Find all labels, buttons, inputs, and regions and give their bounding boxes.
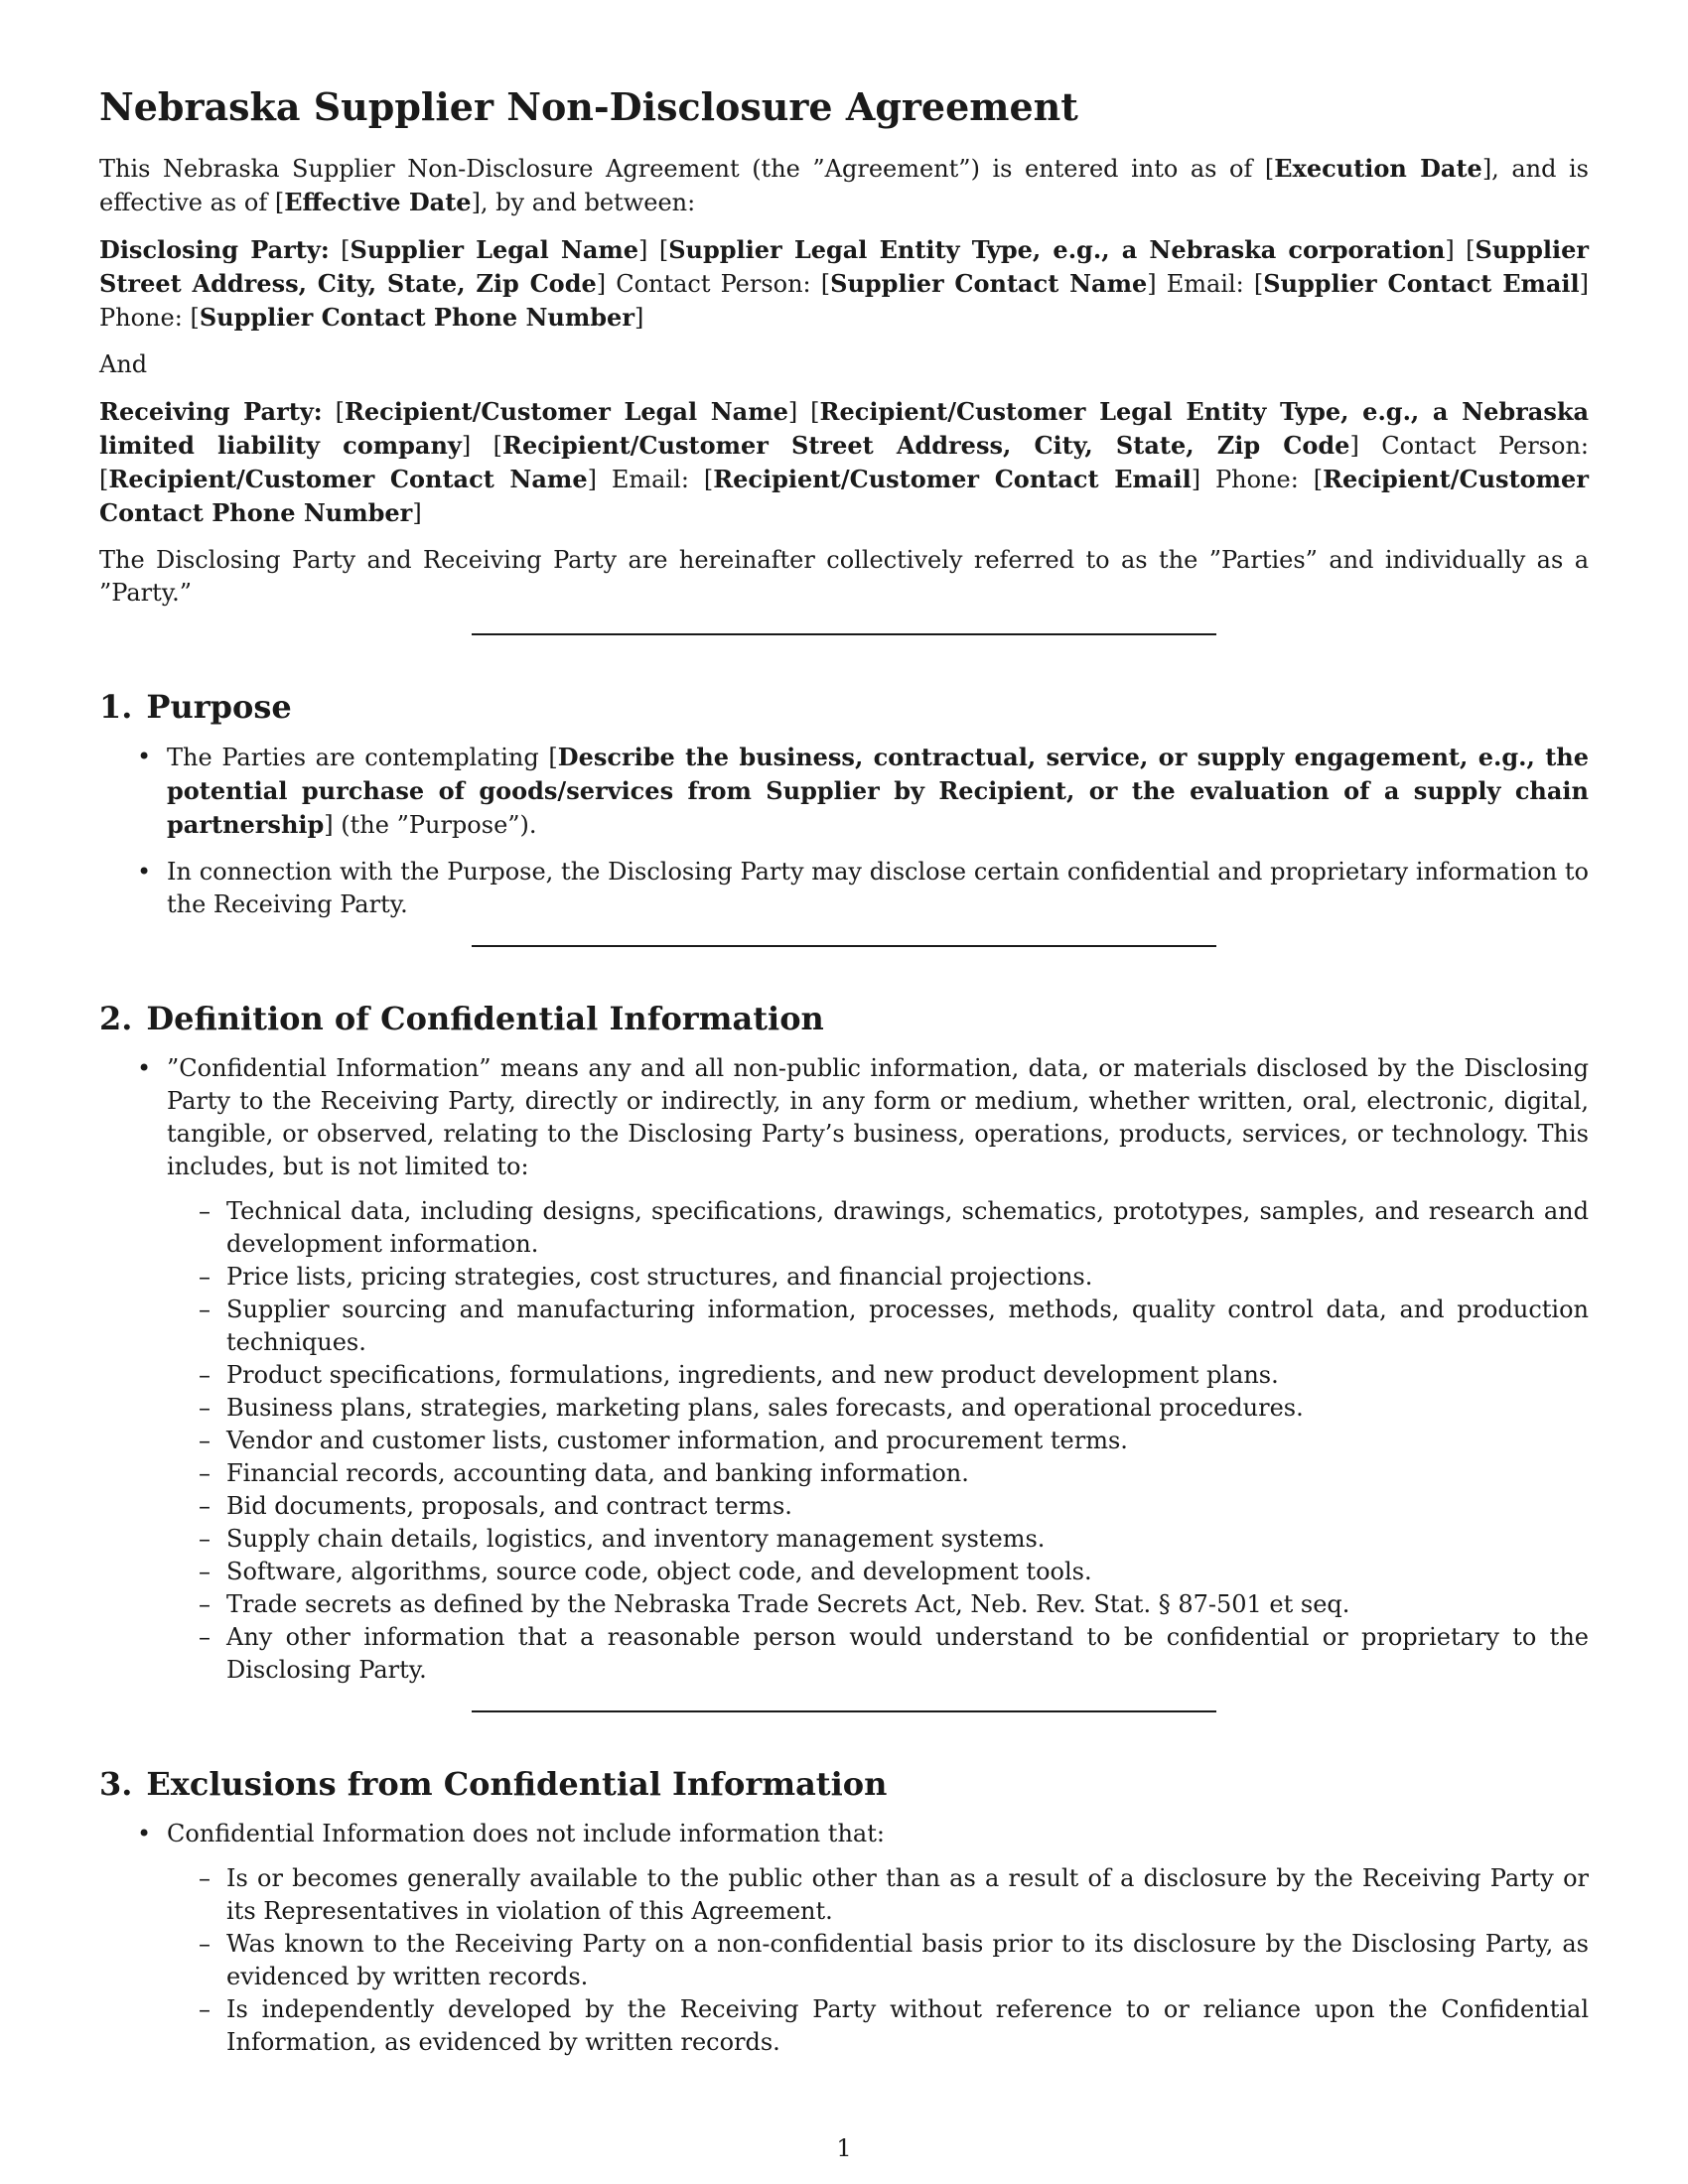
sub-list-item: – Any other information that a reasonable person would understand to be confidential or proprietary to the Disclosing Party. xyxy=(167,1621,1589,1687)
list-item: • The Parties are contemplating [Describe the business, contractual, service, or supply engagement, e.g., the potential purchase of goods/services from Supplier by Recipient, or the evaluation of a supply chain partnership] (the ”Purpose”). xyxy=(99,741,1589,842)
intro-paragraph: This Nebraska Supplier Non-Disclosure Agreement (the ”Agreement”) is entered into as of [Execution Date], and is effective as of [Effective Date], by and between: xyxy=(99,154,1589,216)
sub-list-item: – Product specifications, formulations, ingredients, and new product development plans. xyxy=(167,1359,1589,1392)
list-item: • ”Confidential Information” means any and all non-public information, data, or materials disclosed by the Disclosing Party to the Receiving Party, directly or indirectly, in any form or medium, whether written, oral, electronic, digital, tangible, or observed, relating to the Disclosing Party’s business, operations, products, services, or technology. This includes, but is not limited to: – Technical data, including designs, specifications, drawings, schematics, prototypes, samples, and research and development information. – Price lists, pricing strategies, cost structures, and financial projections. – Supplier sourcing and manufacturing information, processes, methods, quality control data, and production techniques. – Product specifications, formulations, ingredients, and new product development plans. – Business plans, strategies, marketing plans, sales forecasts, and operational procedures. – Vendor and customer lists, customer information, and procurement terms. – Financial records, accounting data, and banking information. – Bid documents, proposals, and contract terms. – Supply chain details, logistics, and inventory management systems. – Software, algorithms, source code, object code, and development tools. – Trade secrets as defined by the Nebraska Trade Secrets Act, Neb. Rev. Stat. § 87-501 et seq. – Any other information that a reasonable person would understand to be confidential or proprietary to the Disclosing Party. xyxy=(99,1052,1589,1687)
confidential-info-sublist xyxy=(167,1195,1589,1687)
sub-list-item: – Supplier sourcing and manufacturing information, processes, methods, quality control data, and production techniques. xyxy=(167,1294,1589,1359)
exclusions-sublist xyxy=(167,1862,1589,2059)
sub-list-item: – Trade secrets as defined by the Nebraska Trade Secrets Act, Neb. Rev. Stat. § 87-501 et seq. xyxy=(167,1588,1589,1621)
sub-list-item: – Financial records, accounting data, and banking information. xyxy=(167,1457,1589,1490)
document-title: Nebraska Supplier Non-Disclosure Agreement xyxy=(99,84,1078,129)
purpose-placeholder: Describe the business, contractual, service, or supply engagement, e.g., the potential purchase of goods/services from Supplier by Recipient, or the evaluation of a supply chain partnership xyxy=(167,743,1590,839)
sub-list-item: – Supply chain details, logistics, and inventory management systems. xyxy=(167,1523,1589,1556)
sub-list-item: – Was known to the Receiving Party on a non-confidential basis prior to its disclosure by the Disclosing Party, as evidenced by written records. xyxy=(167,1928,1589,1993)
section-divider xyxy=(472,633,1216,635)
section-divider xyxy=(472,1710,1216,1712)
sub-list-item: – Business plans, strategies, marketing plans, sales forecasts, and operational procedures. xyxy=(167,1392,1589,1425)
section-2-heading: 2. Definition of Confidential Information xyxy=(99,1000,824,1037)
page-number: 1 xyxy=(836,2134,852,2162)
list-item: • In connection with the Purpose, the Disclosing Party may disclose certain confidential and proprietary information to the Receiving Party. xyxy=(99,856,1589,921)
disclosing-party-block: Disclosing Party: [Supplier Legal Name] [Supplier Legal Entity Type, e.g., a Nebraska corporation] [Supplier Street Address, City, State, Zip Code] Contact Person: [Supplier Contact Name] Email: [Supplier Contact Email] Phone: [Supplier Contact Phone Number] xyxy=(99,235,1590,332)
and-text: And xyxy=(99,350,148,378)
list-item: • Confidential Information does not include information that: – Is or becomes generally available to the public other than as a result of a disclosure by the Receiving Party or its Representatives in violation of this Agreement. – Was known to the Receiving Party on a non-confidential basis prior to its disclosure by the Disclosing Party, as evidenced by written records. – Is independently developed by the Receiving Party without reference to or reliance upon the Confidential Information, as evidenced by written records. xyxy=(99,1818,1589,2059)
parties-note: The Disclosing Party and Receiving Party are hereinafter collectively referred to as the ”Parties” and individually as a ”Party.” xyxy=(99,546,1589,607)
execution-date-placeholder: Execution Date xyxy=(1274,154,1482,183)
sub-list-item: – Vendor and customer lists, customer information, and procurement terms. xyxy=(167,1425,1589,1457)
sub-list-item: – Bid documents, proposals, and contract terms. xyxy=(167,1490,1589,1523)
sub-list-item: – Technical data, including designs, specifications, drawings, schematics, prototypes, samples, and research and development information. xyxy=(167,1195,1589,1261)
section-divider xyxy=(472,945,1216,947)
section-1-list xyxy=(99,741,1589,921)
sub-list-item: – Is or becomes generally available to the public other than as a result of a disclosure by the Receiving Party or its Representatives in violation of this Agreement. xyxy=(167,1862,1589,1928)
effective-date-placeholder: Effective Date xyxy=(284,188,472,216)
section-1-heading: 1. Purpose xyxy=(99,688,292,726)
receiving-party-block: Receiving Party: [Recipient/Customer Legal Name] [Recipient/Customer Legal Entity Type, e.g., a Nebraska limited liability company] [Recipient/Customer Street Address, City, State, Zip Code] Contact Person: [Recipient/Customer Contact Name] Email: [Recipient/Customer Contact Email] Phone: [Recipient/Customer Contact Phone Number] xyxy=(99,397,1590,527)
document-page xyxy=(99,84,1589,2073)
sub-list-item: – Price lists, pricing strategies, cost structures, and financial projections. xyxy=(167,1261,1589,1294)
section-2-list xyxy=(99,1052,1589,1687)
sub-list-item: – Is independently developed by the Receiving Party without reference to or reliance upon the Confidential Information, as evidenced by written records. xyxy=(167,1993,1589,2059)
sub-list-item: – Software, algorithms, source code, object code, and development tools. xyxy=(167,1556,1589,1588)
section-3-list xyxy=(99,1818,1589,2059)
section-3-heading: 3. Exclusions from Confidential Information xyxy=(99,1765,888,1803)
